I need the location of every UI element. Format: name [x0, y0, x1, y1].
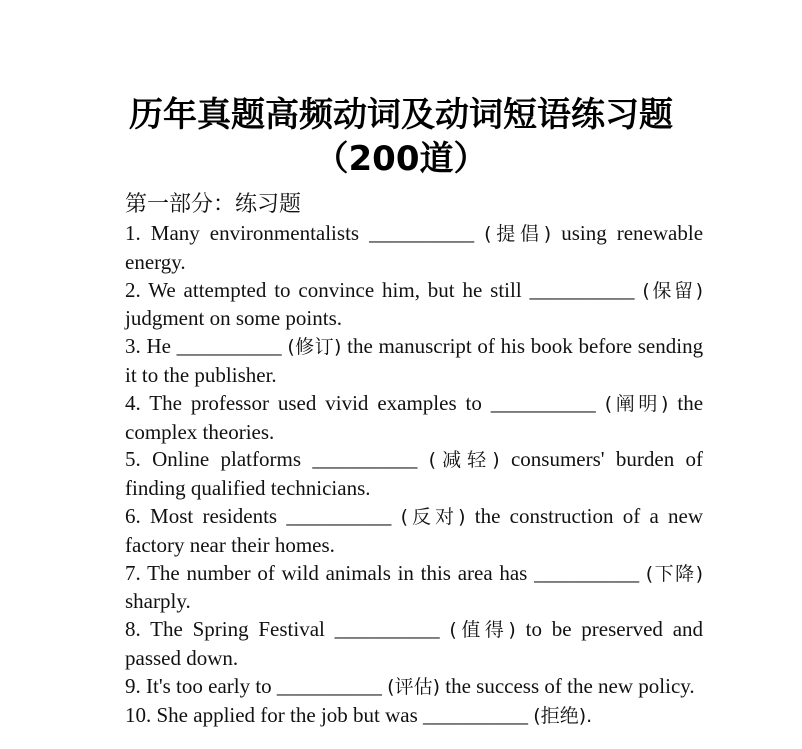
item-number: 8. — [125, 617, 141, 642]
exercise-list — [125, 220, 703, 730]
item-text-after: the success of the new policy. — [445, 673, 695, 698]
page-title: 历年真题高频动词及动词短语练习题 — [129, 95, 673, 135]
answer-blank: __________ — [529, 277, 635, 302]
item-text-after: the complex theories. — [125, 390, 704, 444]
item-text-after: consumers' burden of finding qualified technicians. — [125, 447, 703, 501]
item-text-before: It's too early to — [146, 673, 272, 698]
item-number: 1. — [125, 221, 141, 245]
chinese-hint: (值得) — [449, 619, 516, 642]
item-text-after: to be preserved and passed down. — [125, 617, 704, 670]
item-number: 4. — [125, 390, 141, 415]
item-number: 10. — [125, 702, 152, 727]
item-text-after: the manuscript of his book before sending it to the publisher. — [125, 334, 704, 387]
chinese-hint: (修订) — [287, 336, 342, 359]
exercise-item-5 — [125, 446, 703, 503]
item-text-before: He — [146, 334, 171, 359]
exercise-item-8 — [125, 616, 703, 673]
item-text-before: The Spring Festival — [150, 617, 325, 642]
answer-blank: __________ — [334, 617, 440, 642]
item-text-after: judgment on some points. — [125, 306, 342, 331]
answer-blank: __________ — [276, 673, 382, 698]
answer-blank: __________ — [490, 390, 596, 415]
exercise-item-10 — [125, 702, 703, 731]
section-heading: 第一部分：练习题 — [125, 192, 302, 217]
item-number: 9. — [125, 673, 141, 698]
answer-blank: __________ — [286, 503, 392, 528]
exercise-item-4 — [125, 390, 703, 447]
item-text-before: Most residents — [150, 503, 278, 528]
item-text-after: sharply. — [125, 589, 191, 614]
item-text-before: Many environmentalists — [150, 221, 360, 245]
answer-blank: __________ — [369, 221, 475, 245]
item-text-before: The number of wild animals in this area has — [147, 560, 528, 585]
item-text-after: using renewable energy. — [125, 221, 704, 274]
item-number: 6. — [125, 503, 141, 528]
chinese-hint: (减轻) — [428, 449, 500, 472]
exercise-item-6 — [125, 503, 703, 560]
exercise-item-3 — [125, 333, 703, 390]
item-number: 2. — [125, 277, 141, 302]
exercise-item-2 — [125, 277, 703, 334]
answer-blank: __________ — [534, 560, 640, 585]
answer-blank: __________ — [423, 702, 529, 727]
chinese-hint: (反对) — [400, 505, 466, 528]
exercise-item-1 — [125, 220, 703, 277]
exercise-item-9 — [125, 673, 703, 702]
item-number: 3. — [125, 334, 141, 359]
chinese-hint: (阐明) — [604, 392, 669, 415]
item-number: 5. — [125, 447, 141, 472]
exercise-item-7 — [125, 560, 703, 617]
item-text-before: She applied for the job but was — [156, 702, 418, 727]
chinese-hint: (拒绝). — [533, 704, 593, 727]
item-text-before: We attempted to convince him, but he still — [148, 277, 522, 302]
answer-blank: __________ — [176, 334, 282, 359]
item-number: 7. — [125, 560, 141, 585]
chinese-hint: (评估) — [387, 675, 440, 698]
page-title-count: （200道） — [314, 139, 488, 179]
chinese-hint: (下降) — [645, 562, 704, 585]
chinese-hint: (保留) — [642, 279, 704, 302]
item-text-after: the construction of a new factory near their homes. — [125, 503, 704, 557]
item-text-before: The professor used vivid examples to — [149, 390, 482, 415]
chinese-hint: (提倡) — [484, 223, 552, 245]
answer-blank: __________ — [312, 447, 418, 472]
item-text-before: Online platforms — [152, 447, 302, 472]
